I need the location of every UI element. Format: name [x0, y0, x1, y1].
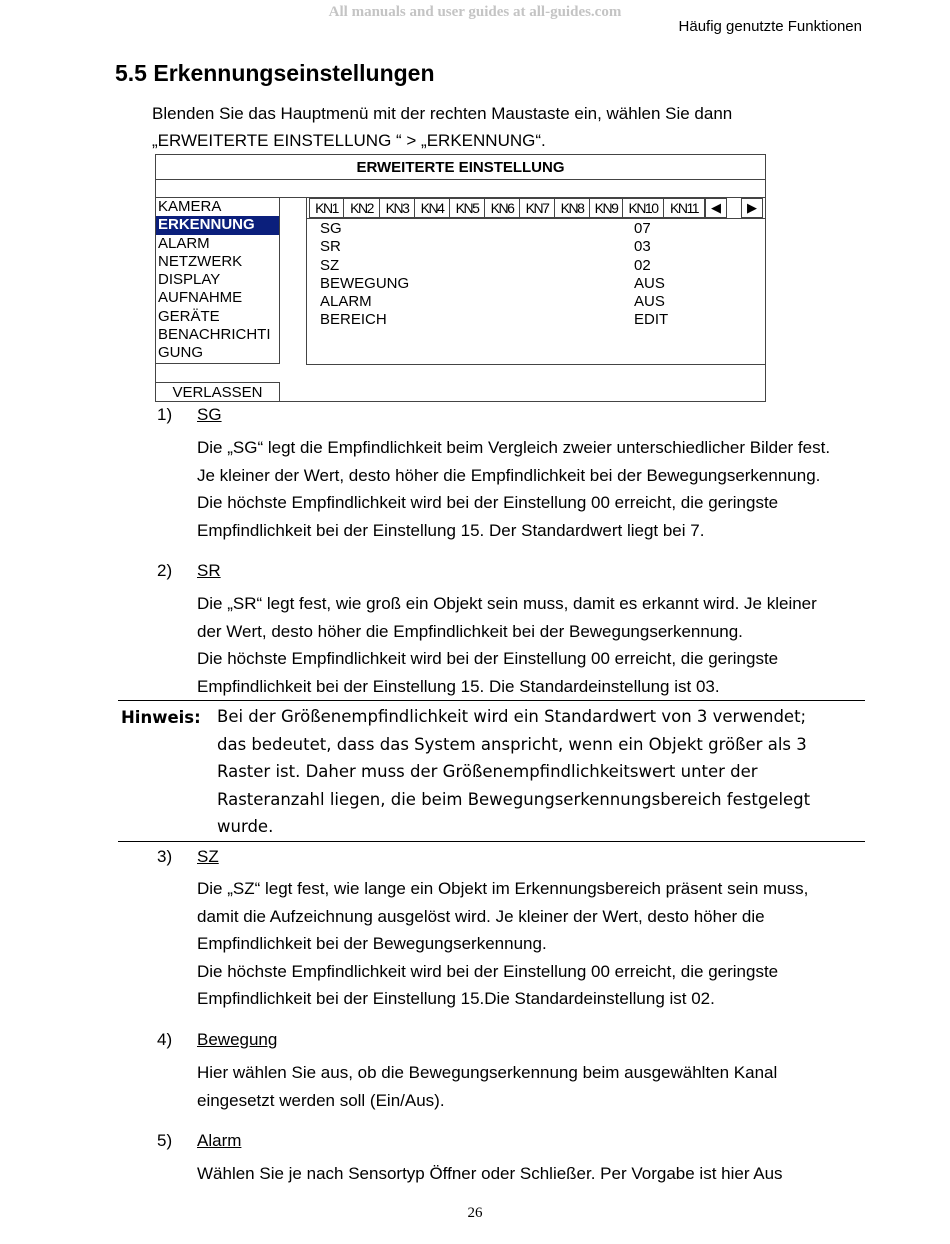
setting-row-sr[interactable] [320, 238, 760, 256]
setting-row-sz[interactable] [320, 257, 760, 275]
menu-item-erkennung[interactable]: ERKENNUNG [156, 216, 279, 234]
item-heading-sz: SZ [197, 847, 219, 866]
text-line: Die „SG“ legt die Empfindlichkeit beim Vergleich zweier unterschiedlicher Bilder fest. [197, 438, 831, 457]
tab-kn1[interactable]: KN1 [309, 198, 344, 218]
menu-screenshot [155, 154, 766, 402]
item-paragraph-bewegung [197, 1059, 777, 1114]
setting-value[interactable]: 07 [634, 220, 651, 237]
intro-line: „ERWEITERTE EINSTELLUNG “ > „ERKENNUNG“. [152, 131, 546, 150]
text-line: eingesetzt werden soll (Ein/Aus). [197, 1090, 445, 1110]
menu-item-benachrichtigung[interactable]: BENACHRICHTI [158, 326, 271, 344]
text-line: Die höchste Empfindlichkeit wird bei der Einstellung 00 erreicht, die geringste [197, 493, 779, 512]
text-line: Die höchste Empfindlichkeit wird bei der Einstellung 00 erreicht, die geringste [197, 961, 779, 981]
setting-row-bewegung[interactable] [320, 275, 760, 293]
setting-value[interactable]: EDIT [634, 311, 669, 329]
note-label: Hinweis: [121, 708, 201, 727]
watermark: All manuals and user guides at all-guides.com [328, 4, 622, 20]
setting-label: SZ [320, 256, 340, 274]
tab-kn3[interactable]: KN3 [380, 198, 415, 218]
note-text [217, 703, 865, 841]
menu-item-netzwerk[interactable]: NETZWERK [158, 252, 243, 270]
menu-divider [156, 180, 765, 198]
exit-button[interactable]: VERLASSEN [156, 382, 280, 402]
note-line: Rasteranzahl liegen, die beim Bewegungserkennungsbereich festgelegt [217, 789, 811, 809]
setting-label: SG [320, 220, 342, 237]
setting-row-alarm[interactable] [320, 293, 760, 311]
menu-item-aufnahme[interactable]: AUFNAHME [158, 289, 243, 307]
note-line: das bedeutet, dass das System anspricht, wenn ein Objekt größer als 3 [217, 734, 807, 754]
text-line: Wählen Sie je nach Sensortyp Öffner oder Schließer. Per Vorgabe ist hier Aus [197, 1164, 783, 1183]
channel-tabs [309, 198, 763, 218]
page-number: 26 [467, 1205, 483, 1221]
menu-item-geraete[interactable]: GERÄTE [158, 307, 220, 325]
text-line: Hier wählen Sie aus, ob die Bewegungserkennung beim ausgewählten Kanal [197, 1063, 778, 1082]
note-line: Raster ist. Daher muss der Größenempfindlichkeitswert unter der [217, 762, 758, 782]
setting-label: BEREICH [320, 311, 387, 329]
tab-kn8[interactable]: KN8 [555, 198, 590, 218]
text-line: Empfindlichkeit bei der Bewegungserkennung. [197, 934, 547, 953]
settings-rows [320, 220, 760, 330]
setting-value[interactable]: 02 [634, 256, 651, 274]
setting-label: SR [320, 238, 341, 256]
item-paragraph-sg [197, 434, 830, 544]
item-paragraph-sr [197, 590, 817, 700]
menu-item-alarm[interactable]: ALARM [158, 234, 210, 252]
text-line: der Wert, desto höher die Empfindlichkeit bei der Bewegungserkennung. [197, 621, 743, 641]
settings-panel [306, 198, 766, 365]
item-heading-bewegung: Bewegung [197, 1030, 278, 1049]
tab-kn7[interactable]: KN7 [520, 198, 555, 218]
text-line: Empfindlichkeit bei der Einstellung 15.Die Standardeinstellung ist 02. [197, 989, 715, 1008]
tab-kn9[interactable]: KN9 [590, 198, 623, 218]
note-bottom-rule [118, 841, 865, 842]
text-line: damit die Aufzeichnung ausgelöst wird. Je kleiner der Wert, desto höher die [197, 906, 765, 926]
arrow-right-icon[interactable]: ▶ [741, 198, 763, 218]
tab-gap [727, 198, 741, 218]
intro-line: Blenden Sie das Hauptmenü mit der rechten Maustaste ein, wählen Sie dann [152, 104, 733, 123]
menu-item-kamera[interactable]: KAMERA [158, 198, 222, 215]
setting-row-bereich[interactable] [320, 311, 760, 329]
item-number: 4) [157, 1030, 173, 1049]
menu-list [156, 198, 280, 364]
item-paragraph-alarm [197, 1160, 783, 1188]
tab-kn6[interactable]: KN6 [485, 198, 520, 218]
text-line: Empfindlichkeit bei der Einstellung 15. Die Standardeinstellung ist 03. [197, 676, 720, 696]
section-title: 5.5 Erkennungseinstellungen [115, 60, 435, 86]
setting-row-sg[interactable] [320, 220, 760, 238]
menu-item-display[interactable]: DISPLAY [158, 271, 221, 289]
tab-kn2[interactable]: KN2 [344, 198, 380, 218]
item-number: 1) [157, 405, 173, 424]
item-heading-sg: SG [197, 405, 222, 424]
text-line: Die „SR“ legt fest, wie groß ein Objekt sein muss, damit es erkannt wird. Je kleiner [197, 594, 817, 613]
item-paragraph-sz [197, 875, 808, 1013]
tabs-underline [307, 218, 766, 219]
text-line: Die höchste Empfindlichkeit wird bei der Einstellung 00 erreicht, die geringste [197, 649, 779, 668]
tab-kn11[interactable]: KN11 [664, 198, 705, 218]
arrow-left-icon[interactable]: ◀ [705, 198, 727, 218]
note-line: wurde. [217, 817, 274, 837]
running-header: Häufig genutzte Funktionen [678, 18, 862, 35]
setting-value[interactable]: AUS [634, 293, 665, 311]
setting-value[interactable]: 03 [634, 238, 651, 256]
tab-kn10[interactable]: KN10 [623, 198, 664, 218]
note-line: Bei der Größenempfindlichkeit wird ein Standardwert von 3 verwendet; [217, 707, 807, 726]
text-line: Je kleiner der Wert, desto höher die Empfindlichkeit bei der Bewegungserkennung. [197, 465, 821, 485]
text-line: Empfindlichkeit bei der Einstellung 15. Der Standardwert liegt bei 7. [197, 520, 705, 540]
tab-kn4[interactable]: KN4 [415, 198, 450, 218]
item-number: 3) [157, 847, 173, 866]
text-line: Die „SZ“ legt fest, wie lange ein Objekt im Erkennungsbereich präsent sein muss, [197, 879, 809, 898]
setting-label: BEWEGUNG [320, 274, 410, 292]
setting-value[interactable]: AUS [634, 274, 665, 292]
setting-label: ALARM [320, 293, 372, 311]
tab-kn5[interactable]: KN5 [450, 198, 485, 218]
menu-item-benachrichtigung-cont[interactable]: GUNG [158, 344, 203, 362]
item-number: 2) [157, 561, 173, 580]
item-heading-alarm: Alarm [197, 1131, 242, 1150]
item-heading-sr: SR [197, 561, 221, 580]
item-number: 5) [157, 1131, 173, 1150]
note-top-rule [118, 700, 865, 701]
menu-title: ERWEITERTE EINSTELLUNG [156, 155, 765, 180]
